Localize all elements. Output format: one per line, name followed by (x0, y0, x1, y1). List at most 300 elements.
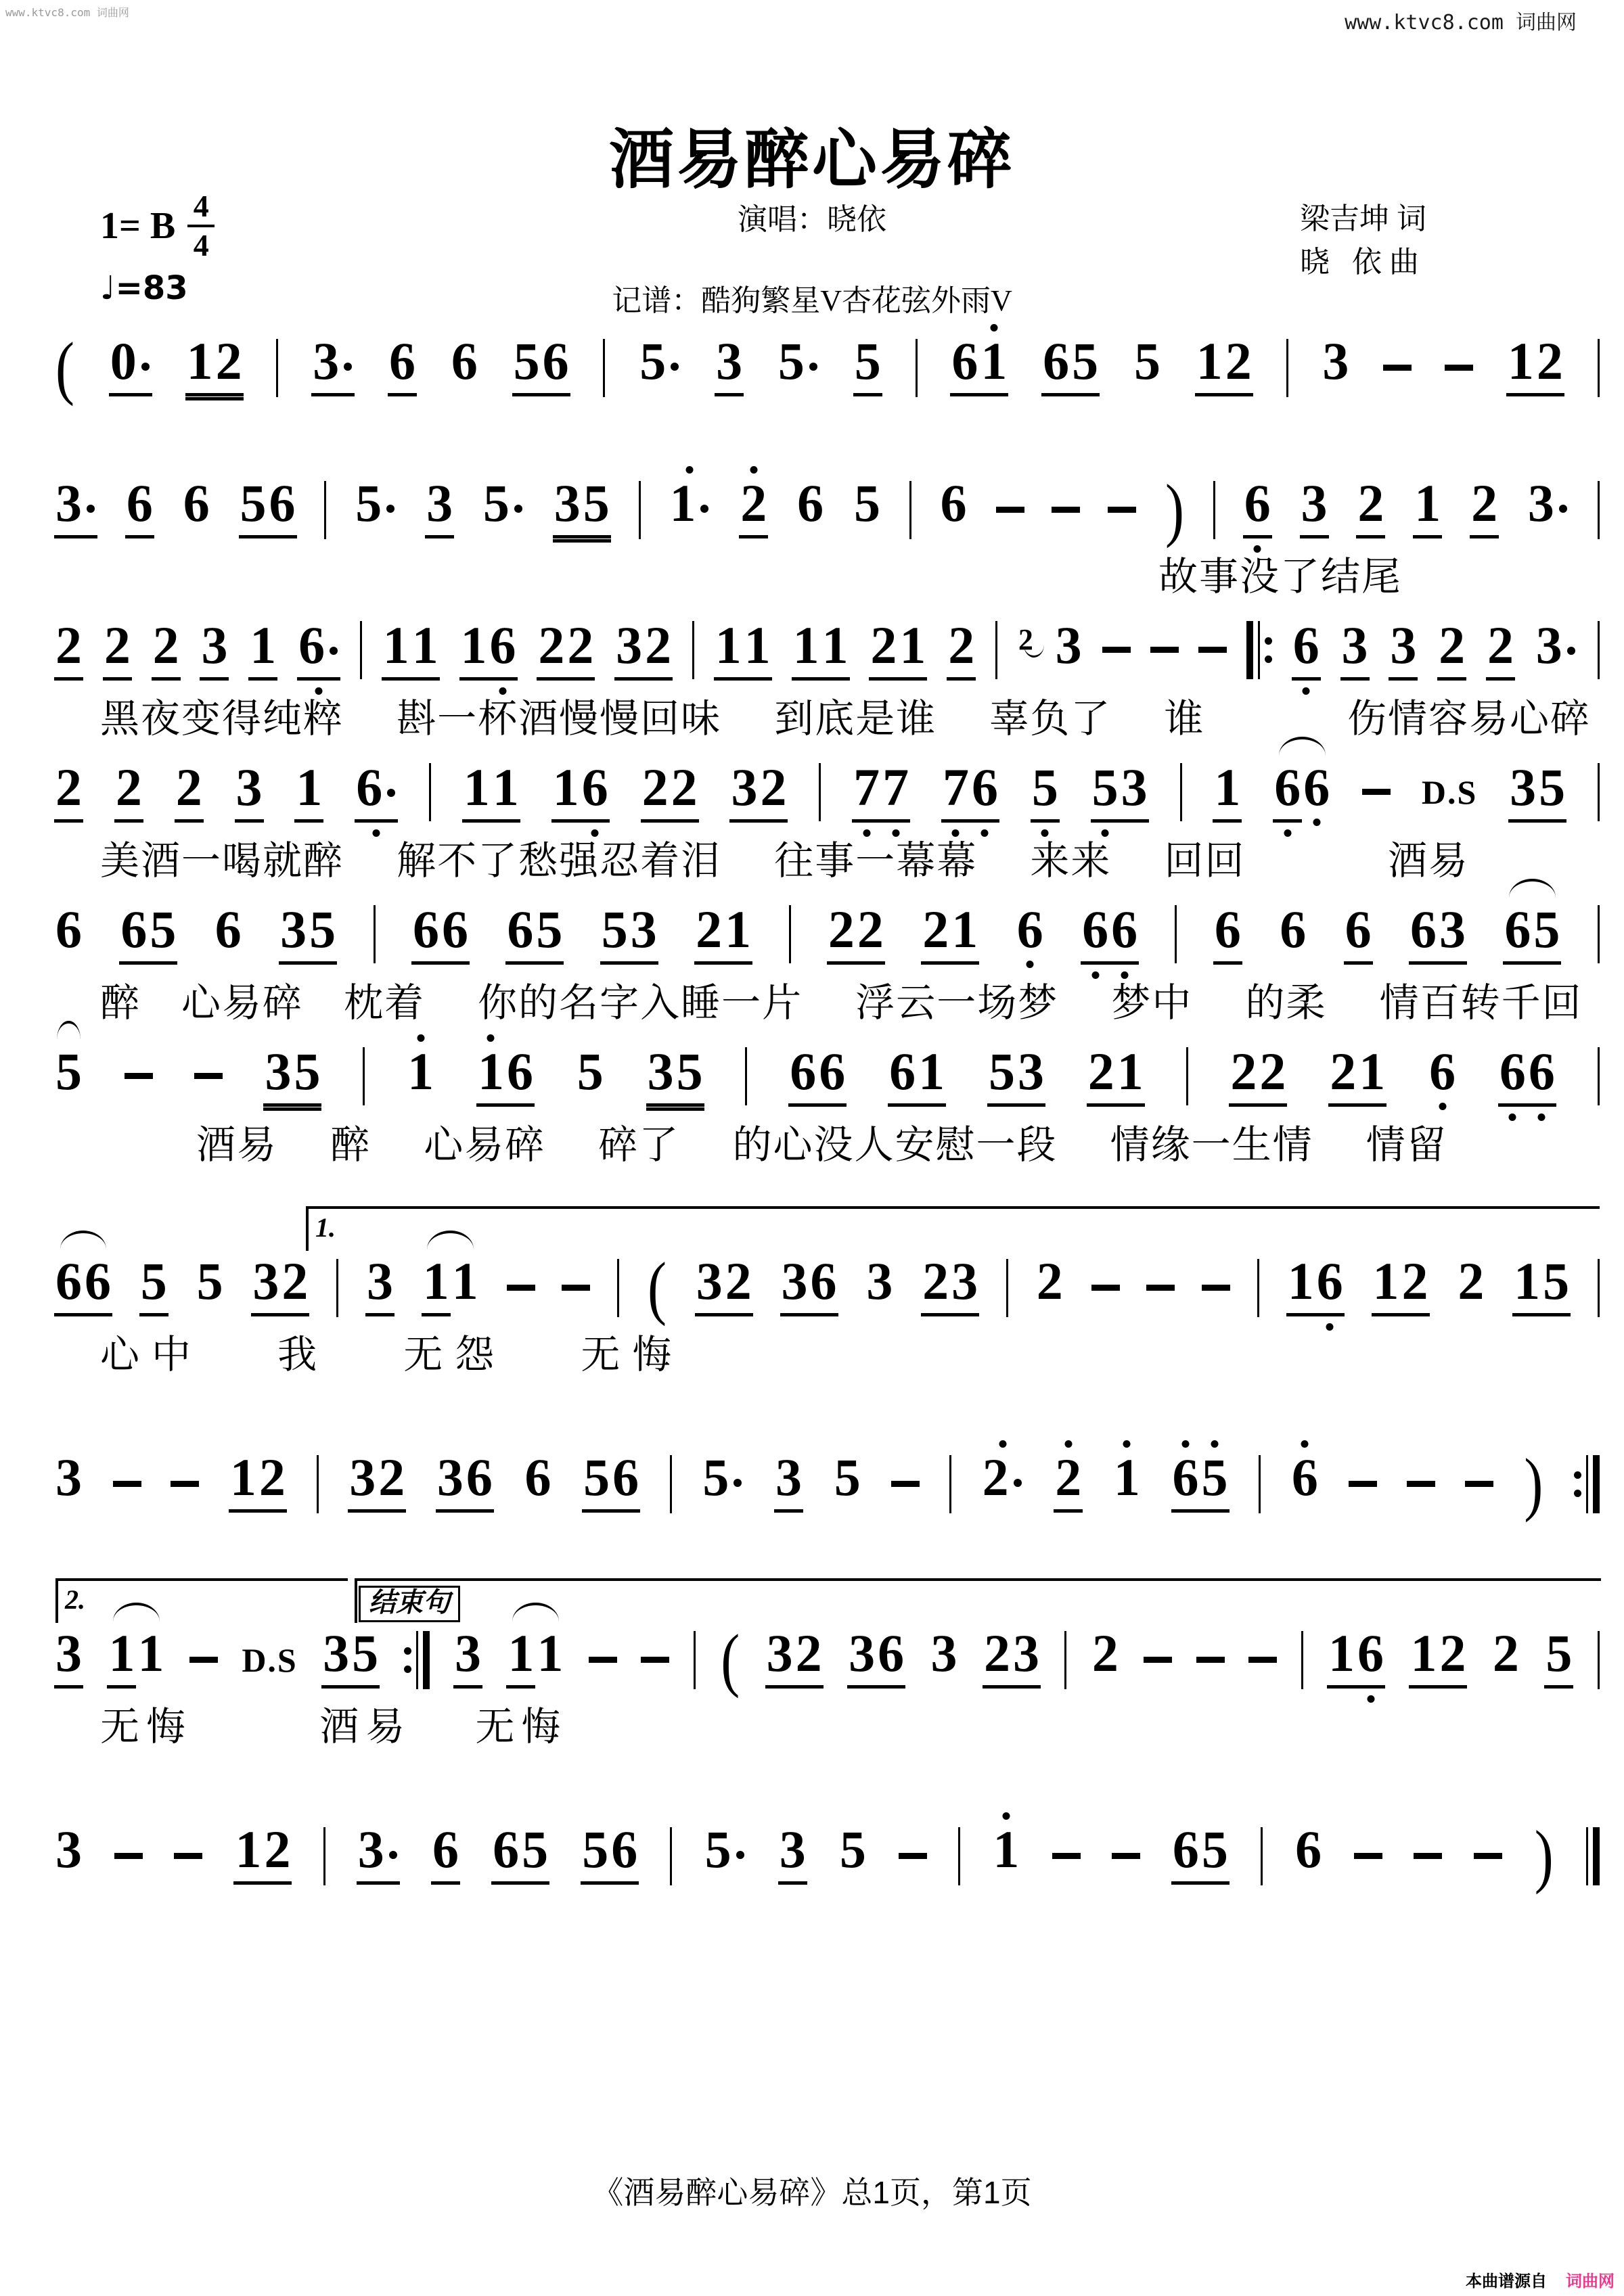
note: 7 (941, 761, 970, 814)
close-paren: ) (1165, 470, 1185, 549)
augmentation-dot (700, 505, 708, 513)
note: 3 (1510, 758, 1537, 817)
page-info: 《酒易醉心易碎》总1页，第1页 (592, 2175, 1032, 2210)
beam-group (715, 331, 744, 396)
score-line-3 (54, 616, 1600, 741)
note: 7 (881, 761, 910, 814)
beam-group (1091, 758, 1149, 823)
note: 2 (258, 1448, 286, 1507)
dal-segno-mark: D.S (1421, 773, 1478, 811)
note: 2 (175, 758, 202, 817)
augmentation-dot (344, 363, 352, 371)
barline (617, 1259, 619, 1317)
beam-group (641, 758, 699, 823)
note: 2 (739, 477, 768, 530)
barline (694, 1631, 696, 1689)
barline (958, 1827, 960, 1885)
beam-group (355, 758, 398, 823)
beam-group (1372, 1252, 1430, 1316)
note: 3 (1527, 477, 1570, 530)
beam-group (950, 331, 1008, 396)
octave-dot-above (1002, 1812, 1010, 1820)
note: 2 (828, 900, 855, 959)
note: 3 (235, 758, 263, 817)
barline (603, 339, 605, 397)
beam-group (1389, 616, 1418, 681)
note: 6 (940, 474, 967, 532)
note: 3 (766, 1624, 793, 1682)
note: 3 (716, 331, 743, 390)
beam-group (1498, 1042, 1556, 1107)
note: 1 (951, 900, 978, 959)
beam-group (1328, 1042, 1386, 1107)
note: 6 (797, 474, 824, 532)
barline (1261, 1827, 1263, 1885)
octave-dot-below (1313, 819, 1320, 826)
note: 5 (583, 474, 610, 532)
note: 5 (583, 1448, 610, 1507)
beam-group (152, 616, 181, 681)
dash-rest (891, 1481, 920, 1487)
octave-dot-above (417, 1034, 424, 1042)
tie-group (422, 1252, 480, 1316)
augmentation-dot (1014, 1479, 1022, 1487)
barline (1175, 905, 1177, 963)
note: 6 (432, 1820, 459, 1879)
score-line-2 (54, 470, 1600, 599)
barline (1598, 621, 1600, 679)
note: 3 (1341, 616, 1368, 674)
beam-group (1437, 616, 1466, 681)
beam-group (411, 900, 470, 965)
beam-group (1054, 1448, 1083, 1513)
note: 3 (455, 1624, 482, 1682)
note: 5 (1133, 331, 1160, 390)
note: 5 (839, 1820, 866, 1879)
note: 1 (1507, 331, 1534, 390)
note: 1 (1328, 1624, 1355, 1682)
beam-group (1213, 758, 1242, 823)
note: 5 (1031, 761, 1060, 814)
barline (909, 481, 911, 539)
tie-group (54, 1252, 112, 1316)
note: 6 (493, 1820, 520, 1879)
note: 6 (1527, 1045, 1556, 1098)
beam-group (1340, 616, 1370, 681)
beam-group (1327, 1624, 1385, 1689)
note: 1 (451, 1252, 478, 1310)
octave-dot-above (1211, 1440, 1219, 1448)
note: 6 (1356, 1627, 1385, 1680)
note: 2 (281, 1252, 309, 1310)
augmentation-dot (141, 363, 150, 371)
beam-group (263, 1042, 321, 1107)
beam-group (382, 616, 440, 681)
beam-group (1286, 1252, 1345, 1316)
barline (324, 481, 326, 539)
beam-group (459, 616, 518, 681)
barline (317, 1455, 319, 1513)
repeat-dots (1574, 1471, 1581, 1497)
note: 5 (1533, 900, 1560, 959)
note: 1 (821, 616, 849, 674)
note: 2 (1091, 1624, 1119, 1682)
note: 6 (55, 1252, 82, 1310)
note: 6 (451, 331, 478, 390)
note: 3 (647, 1042, 674, 1101)
open-paren: ( (647, 1248, 667, 1327)
note: 3 (366, 1252, 393, 1310)
note: 6 (951, 331, 978, 390)
augmentation-dot (671, 363, 679, 371)
beam-group (103, 616, 132, 681)
note: 3 (55, 1820, 82, 1879)
beam-group (774, 1448, 803, 1513)
beam-group (1356, 474, 1385, 538)
note: 6 (269, 474, 296, 532)
barline (670, 1455, 672, 1513)
note: 6 (1345, 900, 1372, 959)
note: 5 (55, 1042, 82, 1101)
note: 6 (970, 761, 999, 814)
note: 3 (951, 1252, 978, 1310)
dash-rest (1407, 1481, 1435, 1487)
beam-group (694, 900, 752, 965)
barline (1598, 905, 1600, 963)
note: 5 (582, 1820, 609, 1879)
lyricist-credit: 梁吉坤 词 (1300, 202, 1426, 235)
beam-group (200, 616, 229, 681)
dash-rest (1474, 1853, 1502, 1859)
dash-rest (562, 1285, 590, 1291)
barline (276, 339, 278, 397)
note: 5 (777, 335, 820, 388)
note: 6 (506, 1042, 533, 1101)
dash-rest (114, 1853, 143, 1859)
note: 2 (1492, 1624, 1519, 1682)
beam-group (388, 331, 417, 396)
note: 1 (186, 331, 213, 390)
open-paren: ( (55, 328, 74, 407)
beam-group (1409, 900, 1467, 965)
note: 6 (1428, 1045, 1457, 1098)
augmentation-dot (389, 1851, 397, 1859)
beam-group (365, 1252, 394, 1316)
beam-group (229, 1448, 287, 1513)
note: 6 (85, 1252, 111, 1310)
singer-credit: 演唱：晓依 (738, 203, 886, 236)
note: 3 (866, 1252, 893, 1310)
close-paren: ) (1524, 1444, 1543, 1523)
barline (745, 1047, 747, 1105)
note: 1 (476, 1045, 505, 1098)
note: 5 (1091, 761, 1120, 814)
note: 3 (280, 900, 307, 959)
note: 6 (489, 619, 518, 672)
barline (1598, 339, 1600, 397)
note: 2 (1458, 1252, 1485, 1310)
note: 6 (466, 1448, 493, 1507)
volta-bracket (306, 1206, 1600, 1251)
source-prefix: 本曲谱源自 (1466, 2272, 1547, 2291)
note: 6 (1498, 1045, 1527, 1098)
barline (336, 1259, 338, 1317)
note: 2 (215, 331, 242, 390)
note: 6 (611, 1820, 638, 1879)
note: 6 (297, 619, 340, 672)
beam-group (1081, 900, 1139, 965)
note: 6 (1292, 619, 1321, 672)
dash-rest (1248, 1657, 1277, 1663)
note: 3 (54, 477, 97, 530)
note: 6 (1295, 1820, 1322, 1879)
note: 5 (150, 900, 177, 959)
dash-rest (171, 1481, 199, 1487)
dash-rest (1108, 507, 1136, 513)
octave-dot-below (1439, 1103, 1446, 1110)
note: 1 (508, 1624, 535, 1682)
tie-group (54, 1042, 83, 1101)
beam-group (947, 616, 976, 681)
score-line-4 (54, 758, 1600, 883)
note: 5 (1072, 331, 1099, 390)
note: 2 (1439, 1624, 1466, 1682)
note: 6 (581, 761, 610, 814)
barline (692, 621, 694, 679)
note: 1 (1196, 331, 1223, 390)
dash-rest (1196, 1657, 1225, 1663)
note: 3 (323, 1624, 350, 1682)
octave-dot-below (1367, 1695, 1374, 1703)
augmentation-dot (387, 789, 395, 797)
note: 1 (715, 616, 742, 674)
augmentation-dot (1567, 647, 1575, 655)
beam-group (248, 616, 277, 681)
beam-group (107, 1624, 136, 1689)
beam-group (505, 900, 564, 965)
note: 2 (922, 900, 949, 959)
augmentation-dot (734, 1479, 742, 1487)
beam-group (983, 1624, 1041, 1689)
note: 3 (630, 900, 657, 959)
beam-group (453, 1624, 482, 1689)
note: 2 (760, 758, 787, 817)
beam-group (54, 1252, 112, 1316)
beam-group (646, 1042, 704, 1107)
score-line-6 (54, 1042, 1600, 1167)
beam-group (476, 1042, 535, 1107)
note: 6 (542, 331, 569, 390)
beam-group (251, 1252, 309, 1316)
barline (429, 763, 431, 821)
note: 6 (55, 900, 82, 959)
dash-rest (1144, 1657, 1172, 1663)
source-note (1466, 2268, 1615, 2291)
note: 2 (645, 616, 672, 674)
note: 2 (1225, 331, 1252, 390)
beam-group (921, 900, 979, 965)
note: 6 (1172, 1820, 1199, 1879)
beam-group (537, 616, 595, 681)
beam-group (1544, 1624, 1573, 1689)
beam-group (462, 758, 520, 823)
beam-group (553, 474, 611, 538)
note: 5 (676, 1042, 703, 1101)
barline (819, 763, 821, 821)
note: 5 (853, 474, 880, 532)
octave-dot-above (686, 466, 694, 474)
barline (363, 1047, 365, 1105)
beam-group (600, 900, 658, 965)
beam-group (1344, 900, 1373, 965)
beam-group (551, 758, 610, 823)
composer-credit: 晓 依 曲 (1300, 246, 1419, 279)
note: 2 (641, 758, 669, 817)
note: 1 (460, 616, 487, 674)
note: 6 (1504, 900, 1531, 959)
note: 6 (1273, 761, 1302, 814)
note: 7 (852, 761, 881, 814)
note: 6 (126, 474, 153, 532)
dash-rest (1354, 1853, 1382, 1859)
octave-dot-above (1182, 1440, 1190, 1448)
note: 2 (152, 616, 179, 674)
volta-label: 2. (65, 1584, 85, 1615)
note: 3 (55, 1448, 82, 1507)
beam-group (1041, 331, 1100, 396)
note: 6 (1243, 477, 1272, 530)
dash-rest (1146, 1285, 1175, 1291)
dash-rest (899, 1853, 927, 1859)
note: 1 (1112, 1451, 1142, 1504)
note: 3 (1301, 474, 1328, 532)
note: 2 (1471, 474, 1498, 532)
beam-group (235, 758, 264, 823)
note: 5 (577, 1042, 604, 1101)
volta-label: 1. (315, 1212, 336, 1243)
note: 3 (554, 474, 581, 532)
note: 1 (406, 1045, 435, 1098)
beam-group (827, 900, 885, 965)
beam-group (279, 900, 337, 965)
note: 3 (1012, 1624, 1039, 1682)
barline (1186, 1047, 1188, 1105)
note: 6 (878, 1624, 905, 1682)
octave-dot-above (1064, 1440, 1072, 1448)
dash-rest (1362, 789, 1391, 795)
octave-dot-above (1123, 1440, 1131, 1448)
note: 6 (1280, 900, 1307, 959)
note: 1 (552, 758, 579, 817)
augmentation-dot (514, 505, 522, 513)
beam-group (847, 1624, 905, 1689)
note: 5 (482, 477, 525, 530)
dash-rest (1052, 507, 1080, 513)
note: 5 (701, 1451, 744, 1504)
beam-group (54, 474, 97, 538)
dash-rest (1052, 1853, 1081, 1859)
note: 2 (1401, 1252, 1428, 1310)
note: 3 (252, 1252, 279, 1310)
note: 1 (1214, 758, 1241, 817)
note: 2 (983, 1624, 1010, 1682)
note: 2 (1087, 1042, 1114, 1101)
source-site-link[interactable]: 词曲网 (1566, 2272, 1615, 2291)
note: 5 (1546, 1624, 1573, 1682)
note: 1 (137, 1624, 164, 1682)
note: 3 (849, 1624, 876, 1682)
dash-rest (1465, 1481, 1493, 1487)
close-paren: ) (1534, 1816, 1554, 1896)
note: 3 (930, 1624, 957, 1682)
lyrics-line-9: 无悔 酒易 无悔 (100, 1705, 568, 1749)
barline (1301, 1631, 1303, 1689)
note: 5 (352, 1624, 379, 1682)
note: 5 (1200, 1451, 1230, 1504)
lyrics-line-6: 酒易 醉 心易碎 碎了 的心没人安慰一段 情缘一生情 情留 (196, 1123, 1447, 1167)
note: 3 (1535, 619, 1578, 672)
note: 6 (889, 1042, 916, 1101)
score-line-10 (54, 1816, 1600, 1896)
tie-group (1503, 900, 1561, 965)
note: 5 (140, 1252, 167, 1310)
beam-group (1503, 900, 1561, 965)
note: 1 (492, 758, 519, 817)
barline (1598, 481, 1600, 539)
beam-group (1470, 474, 1499, 538)
note: 1 (1414, 474, 1441, 532)
dash-rest (1112, 1853, 1140, 1859)
note: 3 (1322, 331, 1349, 390)
dash-rest (1445, 365, 1473, 371)
tempo-marking: ♩=83 (100, 269, 188, 307)
augmentation-dot (386, 505, 394, 513)
dash-rest (1102, 647, 1131, 653)
barline (1257, 1259, 1259, 1317)
dash-rest (1414, 1853, 1442, 1859)
octave-dot-above (1301, 1440, 1309, 1448)
note: 2 (671, 758, 698, 817)
note: 6 (389, 331, 416, 390)
beam-group (729, 758, 788, 823)
note: 5 (601, 900, 628, 959)
barline (1180, 763, 1182, 821)
beam-group (1292, 616, 1321, 681)
ending-section-label: 结束句 (359, 1586, 460, 1622)
beam-group (114, 758, 143, 823)
final-barline (1586, 1827, 1600, 1885)
dash-rest (1150, 647, 1179, 653)
beam-group (1243, 474, 1272, 538)
repeat-dots (1265, 637, 1272, 663)
beam-group (614, 616, 673, 681)
note: 6 (819, 1042, 846, 1101)
beam-group (888, 1042, 946, 1107)
beam-group (425, 474, 454, 538)
song-title: 酒易醉心易碎 (609, 124, 1015, 196)
note: 5 (704, 1823, 747, 1876)
dash-rest (507, 1285, 535, 1291)
note: 5 (1543, 1252, 1570, 1310)
note: 5 (1201, 1820, 1228, 1879)
note: 3 (1121, 758, 1148, 817)
beam-group (1512, 1252, 1571, 1316)
tie-group (107, 1624, 165, 1689)
note: 1 (1514, 1252, 1541, 1310)
note: 2 (1259, 1042, 1286, 1101)
beam-group (109, 331, 152, 396)
barline (995, 621, 997, 679)
